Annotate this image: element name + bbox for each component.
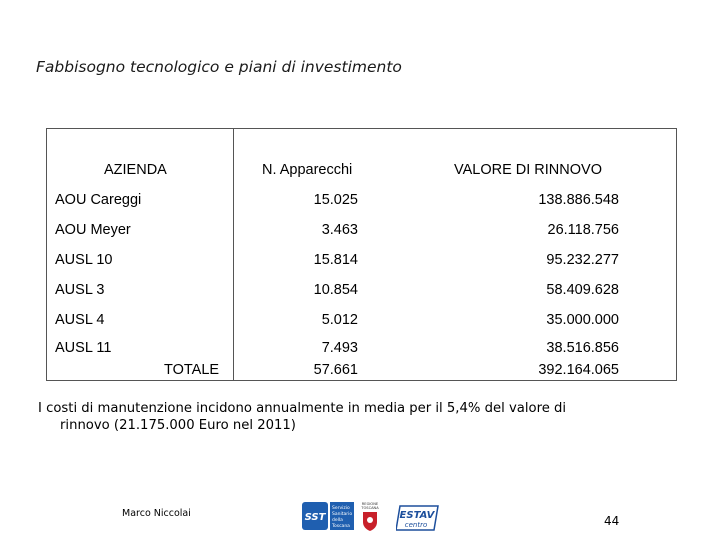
table-row-valore: 58.409.628 — [546, 282, 619, 298]
page-number: 44 — [604, 514, 620, 528]
estav-subtext: centro — [404, 521, 428, 529]
table-row-apparecchi: 7.493 — [321, 340, 358, 356]
table-row-azienda: AUSL 10 — [55, 252, 113, 268]
table-row-valore: 26.118.756 — [547, 222, 619, 238]
table-row-valore: 35.000.000 — [546, 312, 619, 328]
header-azienda: AZIENDA — [104, 162, 167, 178]
table-row-azienda: AUSL 4 — [55, 312, 105, 328]
table-row-azienda: AUSL 11 — [55, 340, 112, 356]
sst-caption: della — [332, 518, 343, 523]
header-apparecchi: N. Apparecchi — [262, 162, 353, 178]
table-row-azienda: AUSL 3 — [55, 282, 105, 298]
note-text: del valore di — [480, 401, 567, 416]
sst-caption: Toscana — [332, 524, 350, 529]
regione-toscana-logo — [358, 500, 382, 532]
total-apparecchi: 57.661 — [313, 362, 358, 378]
header-valore: VALORE DI RINNOVO — [454, 162, 602, 178]
estav-text: ESTAV — [399, 510, 435, 521]
estav-logo — [396, 504, 440, 532]
sst-caption: Sanitario — [332, 512, 353, 517]
author-name: Marco Niccolai — [122, 508, 191, 519]
table-row-azienda: AOU Meyer — [55, 222, 131, 238]
note-line-2: rinnovo (21.175.000 Euro nel 2011) — [60, 418, 296, 433]
table-row-apparecchi: 3.463 — [321, 222, 358, 238]
regione-caption: REGIONE — [361, 502, 379, 506]
column-divider — [233, 128, 234, 381]
total-valore: 392.164.065 — [538, 362, 619, 378]
total-label: TOTALE — [164, 362, 220, 378]
slide-title: Fabbisogno tecnologico e piani di investimento — [36, 58, 402, 76]
table-row-valore: 38.516.856 — [546, 340, 619, 356]
sst-logo — [302, 500, 354, 532]
sst-logo-text: SST — [304, 512, 326, 523]
table-row-apparecchi: 10.854 — [313, 282, 358, 298]
note-percentage: 5,4% — [446, 401, 481, 416]
table-row-apparecchi: 15.814 — [313, 252, 358, 268]
table-row-valore: 138.886.548 — [538, 192, 619, 208]
table-row-apparecchi: 15.025 — [313, 192, 358, 208]
table-row-valore: 95.232.277 — [546, 252, 619, 268]
note-text: I costi di manutenzione incidono annualmente in media per il — [38, 401, 447, 416]
note-line-1 — [38, 400, 698, 417]
table-row-azienda: AOU Careggi — [55, 192, 142, 208]
sst-caption: Servizio — [332, 506, 350, 511]
table-row-apparecchi: 5.012 — [321, 312, 358, 328]
maintenance-cost-note — [38, 400, 698, 434]
regione-caption: TOSCANA — [361, 506, 379, 510]
